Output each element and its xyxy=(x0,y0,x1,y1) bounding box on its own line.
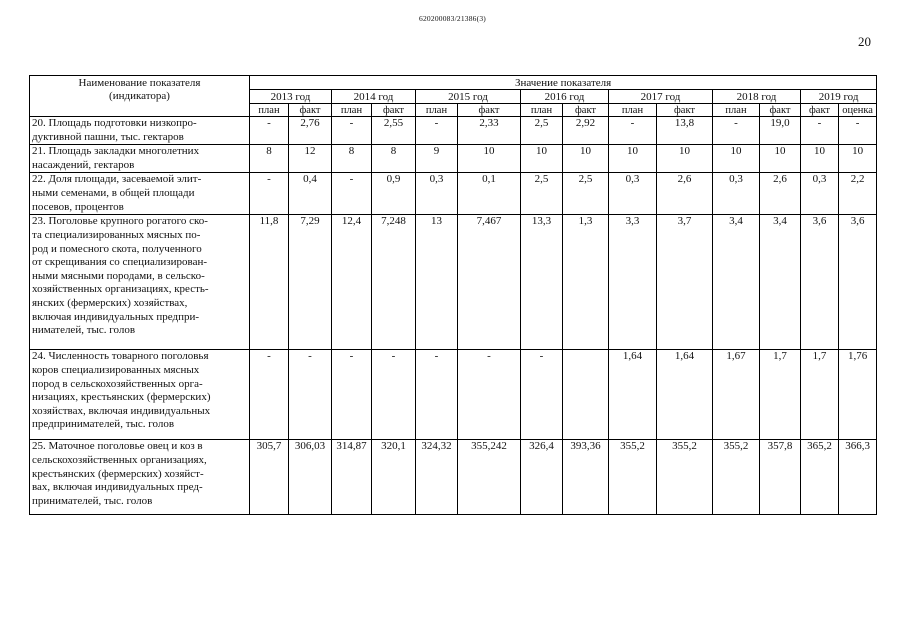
indicator-name-cell: 22. Доля площади, засеваемой элит- ными семенами, в общей площади посевов, процентов xyxy=(30,173,250,215)
subcolumn-header: факт xyxy=(657,104,713,117)
value-cell xyxy=(563,350,609,440)
value-cell: - xyxy=(250,117,289,145)
value-cell: - xyxy=(250,350,289,440)
subcolumn-header: факт xyxy=(801,104,839,117)
value-cell: 2,5 xyxy=(563,173,609,215)
value-cell: 10 xyxy=(713,145,760,173)
value-cell: 8 xyxy=(332,145,372,173)
table-row xyxy=(30,215,877,350)
value-cell: 11,8 xyxy=(250,215,289,350)
value-cell: 393,36 xyxy=(563,440,609,515)
value-cell: 3,6 xyxy=(839,215,877,350)
value-cell: - xyxy=(416,117,458,145)
value-cell: 3,6 xyxy=(801,215,839,350)
indicator-value-header: Значение показателя xyxy=(250,76,877,90)
subcolumn-header: план xyxy=(332,104,372,117)
value-cell: - xyxy=(332,173,372,215)
value-cell: 0,1 xyxy=(458,173,521,215)
value-cell: 355,2 xyxy=(713,440,760,515)
value-cell: 2,6 xyxy=(760,173,801,215)
value-cell: 306,03 xyxy=(289,440,332,515)
value-cell: 355,2 xyxy=(657,440,713,515)
value-cell: 1,7 xyxy=(760,350,801,440)
value-cell: - xyxy=(372,350,416,440)
value-cell: - xyxy=(801,117,839,145)
value-cell: - xyxy=(521,350,563,440)
value-cell: 2,6 xyxy=(657,173,713,215)
table-row xyxy=(30,145,877,173)
year-header: 2015 год xyxy=(416,90,521,104)
value-cell: - xyxy=(332,117,372,145)
year-header: 2019 год xyxy=(801,90,877,104)
value-cell: 3,4 xyxy=(760,215,801,350)
value-cell: - xyxy=(416,350,458,440)
value-cell: 1,64 xyxy=(609,350,657,440)
value-cell: 0,3 xyxy=(609,173,657,215)
value-cell: - xyxy=(332,350,372,440)
indicator-name-header xyxy=(30,76,250,117)
value-cell: 357,8 xyxy=(760,440,801,515)
value-cell: 10 xyxy=(839,145,877,173)
document-code: 620200083/21386(3) xyxy=(419,14,486,23)
value-cell: 9 xyxy=(416,145,458,173)
value-cell: 2,2 xyxy=(839,173,877,215)
value-cell: 355,242 xyxy=(458,440,521,515)
value-cell: 305,7 xyxy=(250,440,289,515)
indicator-name-cell: 23. Поголовье крупного рогатого ско- та специализированных мясных по- род и помесного скота, полученного от скрещивания со специализирован- ными мясными породами, в сельско- хозяйственных организациях, кресть- янских (фермерских) хозяйствах, включая индивидуальных предпри- нимателей, тыс. голов xyxy=(30,215,250,350)
indicator-name-cell: 20. Площадь подготовки низкопро- дуктивной пашни, тыс. гектаров xyxy=(30,117,250,145)
value-cell: 12 xyxy=(289,145,332,173)
value-cell: 10 xyxy=(609,145,657,173)
value-cell: 2,55 xyxy=(372,117,416,145)
value-cell: 10 xyxy=(760,145,801,173)
subcolumn-header: факт xyxy=(289,104,332,117)
year-header: 2016 год xyxy=(521,90,609,104)
subcolumn-header: план xyxy=(609,104,657,117)
value-cell: 2,76 xyxy=(289,117,332,145)
value-cell: 3,4 xyxy=(713,215,760,350)
indicators-table xyxy=(29,75,877,515)
indicator-name-cell: 25. Маточное поголовье овец и коз в сельскохозяйственных организациях, крестьянских (фермерских) хозяйст- вах, включая индивидуальных пред- принимателей, тыс. голов xyxy=(30,440,250,515)
value-cell: 355,2 xyxy=(609,440,657,515)
value-cell: 0,4 xyxy=(289,173,332,215)
subcolumn-header: факт xyxy=(760,104,801,117)
value-cell: 8 xyxy=(372,145,416,173)
subcolumn-header: план xyxy=(416,104,458,117)
value-cell: - xyxy=(713,117,760,145)
value-cell: 1,3 xyxy=(563,215,609,350)
value-cell: 19,0 xyxy=(760,117,801,145)
table-row xyxy=(30,440,877,515)
subcolumn-header: план xyxy=(250,104,289,117)
subcolumn-header: оценка xyxy=(839,104,877,117)
value-cell: 13 xyxy=(416,215,458,350)
value-cell: 320,1 xyxy=(372,440,416,515)
subcolumn-header: факт xyxy=(458,104,521,117)
year-header: 2013 год xyxy=(250,90,332,104)
year-header: 2018 год xyxy=(713,90,801,104)
value-cell: - xyxy=(458,350,521,440)
value-cell: 8 xyxy=(250,145,289,173)
table-row xyxy=(30,173,877,215)
year-header: 2014 год xyxy=(332,90,416,104)
table-row xyxy=(30,350,877,440)
value-cell: 10 xyxy=(458,145,521,173)
value-cell: 10 xyxy=(801,145,839,173)
value-cell: - xyxy=(609,117,657,145)
page-number: 20 xyxy=(858,34,871,49)
value-cell: - xyxy=(250,173,289,215)
value-cell: 7,29 xyxy=(289,215,332,350)
value-cell: 13,8 xyxy=(657,117,713,145)
table-row xyxy=(30,117,877,145)
value-cell: 366,3 xyxy=(839,440,877,515)
value-cell: 0,3 xyxy=(801,173,839,215)
value-cell: 1,67 xyxy=(713,350,760,440)
value-cell: 0,9 xyxy=(372,173,416,215)
value-cell: 2,33 xyxy=(458,117,521,145)
value-cell: 10 xyxy=(563,145,609,173)
subcolumn-header: план xyxy=(521,104,563,117)
value-cell: 1,76 xyxy=(839,350,877,440)
value-cell: 2,92 xyxy=(563,117,609,145)
indicator-name-cell: 21. Площадь закладки многолетних насаждений, гектаров xyxy=(30,145,250,173)
indicator-name-header-text: Наименование показателя (индикатора) xyxy=(78,77,201,102)
value-cell: 3,3 xyxy=(609,215,657,350)
subcolumn-header: факт xyxy=(563,104,609,117)
value-cell: 326,4 xyxy=(521,440,563,515)
value-cell: 10 xyxy=(521,145,563,173)
value-cell: 314,87 xyxy=(332,440,372,515)
value-cell: - xyxy=(289,350,332,440)
value-cell: 3,7 xyxy=(657,215,713,350)
value-cell: 365,2 xyxy=(801,440,839,515)
indicator-name-cell: 24. Численность товарного поголовья коров специализированных мясных пород в сельскохозяйственных орга- низациях, крестьянских (фермерских) хозяйствах, включая индивидуальных предпринимателей, тыс. голов xyxy=(30,350,250,440)
value-cell: 10 xyxy=(657,145,713,173)
value-cell: 7,248 xyxy=(372,215,416,350)
subcolumn-header: факт xyxy=(372,104,416,117)
value-cell: 1,64 xyxy=(657,350,713,440)
value-cell: 324,32 xyxy=(416,440,458,515)
value-cell: 2,5 xyxy=(521,117,563,145)
value-cell: 0,3 xyxy=(416,173,458,215)
value-cell: 13,3 xyxy=(521,215,563,350)
value-cell: 0,3 xyxy=(713,173,760,215)
value-cell: 2,5 xyxy=(521,173,563,215)
value-cell: 12,4 xyxy=(332,215,372,350)
value-cell: 7,467 xyxy=(458,215,521,350)
value-cell: - xyxy=(839,117,877,145)
value-cell: 1,7 xyxy=(801,350,839,440)
subcolumn-header: план xyxy=(713,104,760,117)
year-header: 2017 год xyxy=(609,90,713,104)
